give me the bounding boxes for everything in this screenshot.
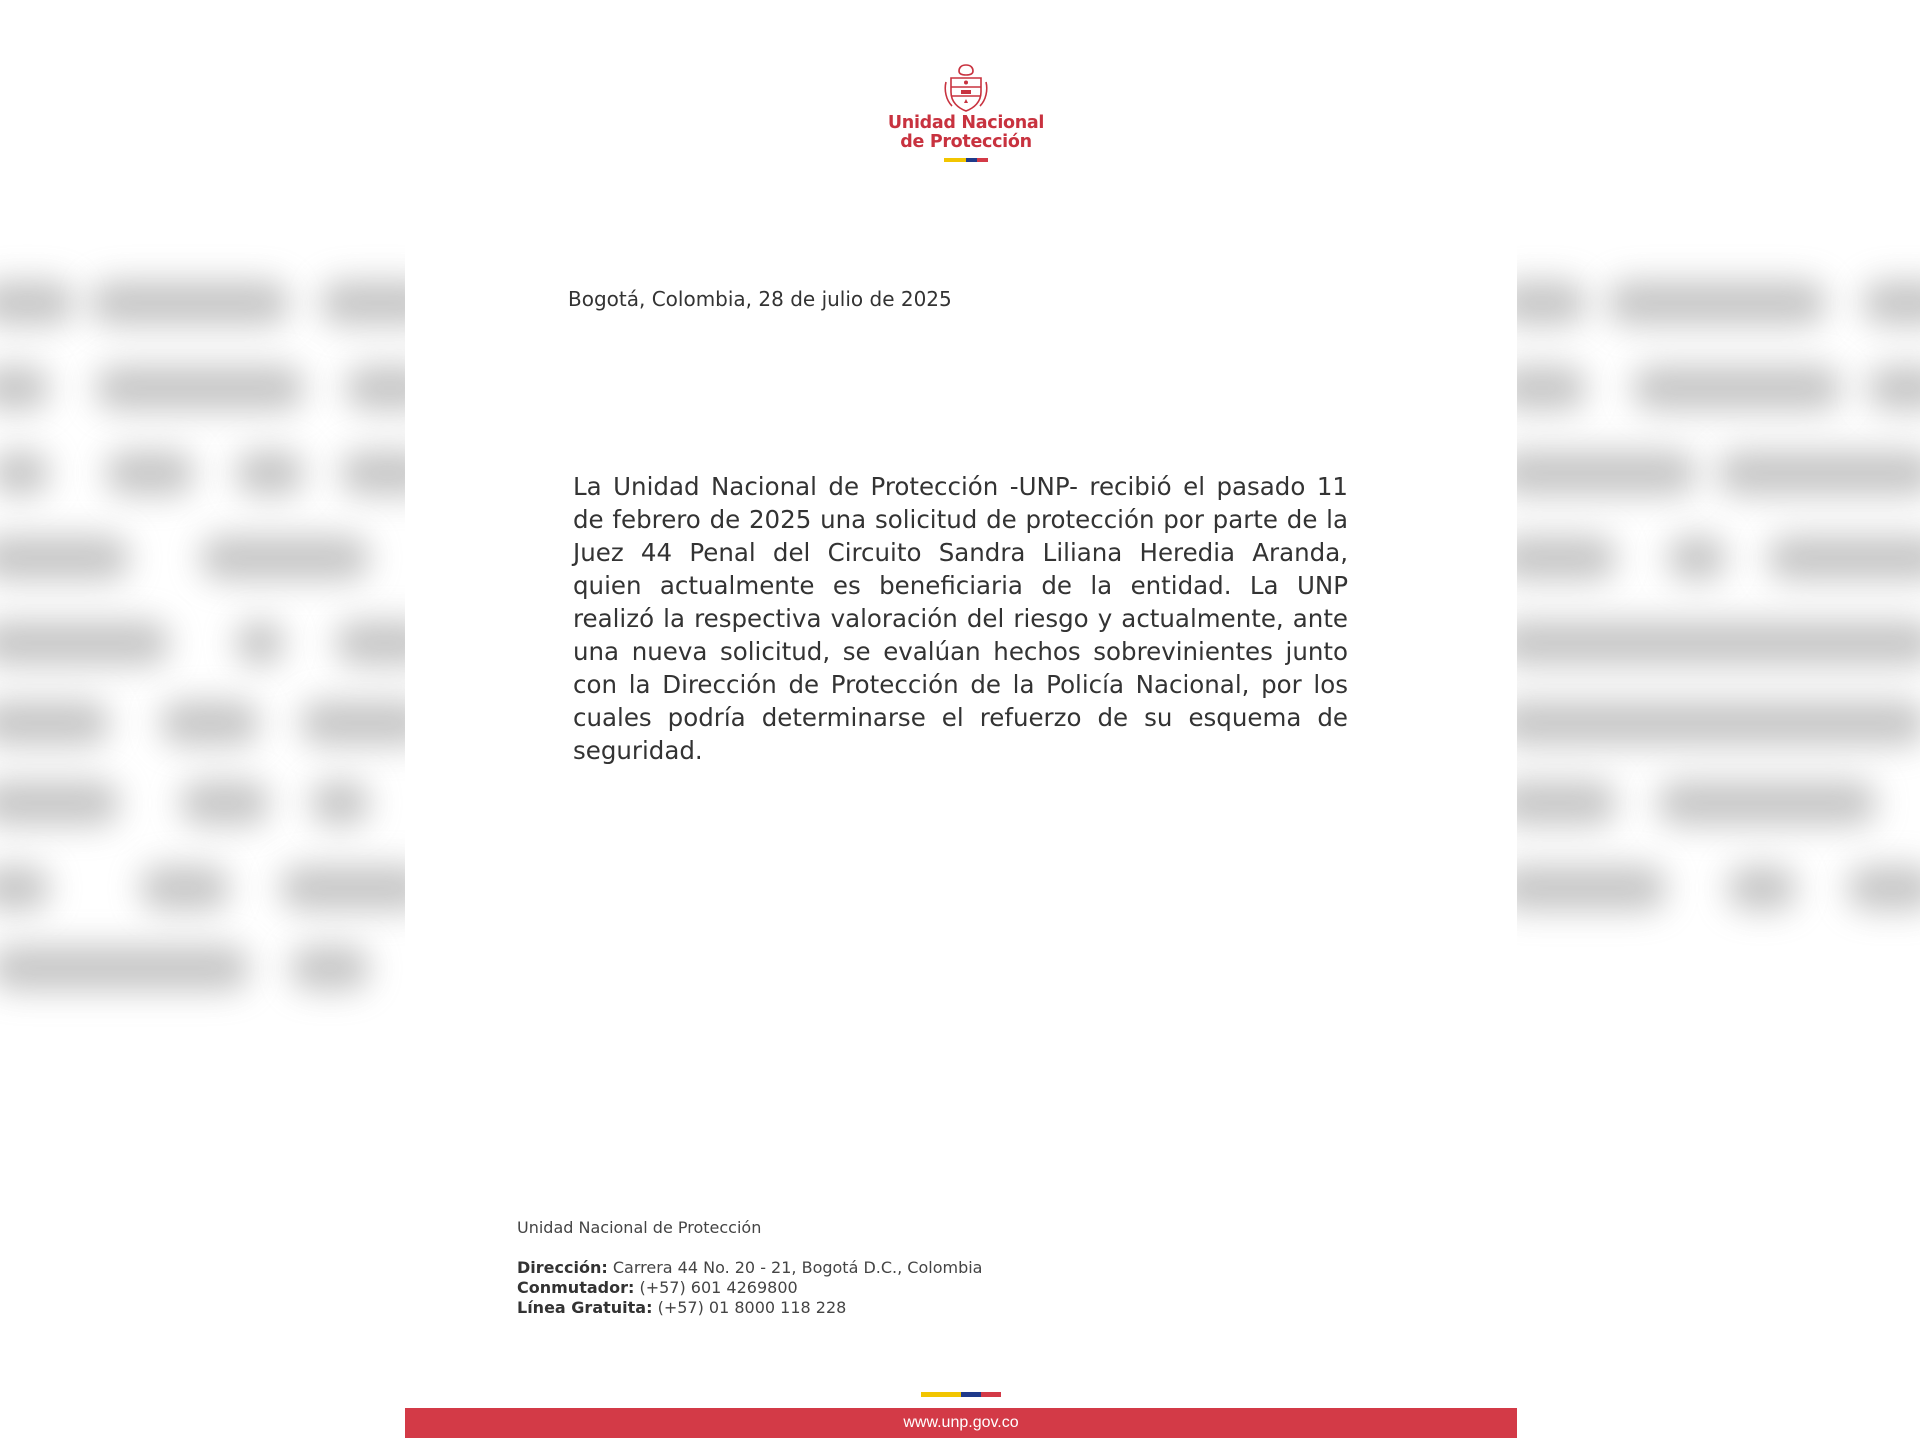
switchboard-value: (+57) 601 4269800 xyxy=(639,1278,798,1297)
unp-logo xyxy=(881,62,1051,172)
logo-text-line1: Unidad Nacional xyxy=(887,113,1045,133)
hotline-label: Línea Gratuita: xyxy=(517,1298,653,1317)
letter-page xyxy=(405,0,1517,1438)
letter-body: La Unidad Nacional de Protección -UNP- recibió el pasado 11 de febrero de 2025 una solicitud de protección por parte de la Juez 44 Penal del Circuito Sandra Liliana Heredia Aranda, quien actualmente es beneficiaria de la entidad. La UNP realizó la respectiva valoración del riesgo y actualmente, ante una nueva solicitud, se evalúan hechos sobrevinientes junto con la Dirección de Protección de la Policía Nacional, por los cuales podría determinarse el refuerzo de su esquema de seguridad. xyxy=(573,472,1348,765)
blurred-background-right xyxy=(1517,230,1920,1030)
logo-text-line2: de Protección xyxy=(900,132,1032,152)
website-link[interactable]: www.unp.gov.co xyxy=(903,1414,1019,1431)
address-value: Carrera 44 No. 20 - 21, Bogotá D.C., Colombia xyxy=(612,1258,983,1277)
footer-hotline xyxy=(517,1298,982,1318)
footer-switchboard xyxy=(517,1278,982,1298)
footer-contact xyxy=(517,1258,982,1318)
switchboard-label: Conmutador: xyxy=(517,1278,635,1297)
hotline-value: (+57) 01 8000 118 228 xyxy=(657,1298,847,1317)
footer-org-name: Unidad Nacional de Protección xyxy=(517,1218,762,1237)
logo-flag-bar xyxy=(944,158,988,162)
footer-flag-bar xyxy=(921,1392,1001,1397)
blurred-background-left xyxy=(0,230,405,1030)
address-label: Dirección: xyxy=(517,1258,608,1277)
letter-date: Bogotá, Colombia, 28 de julio de 2025 xyxy=(568,287,952,311)
footer-band xyxy=(405,1408,1517,1438)
coat-of-arms-icon xyxy=(943,62,989,114)
footer-address xyxy=(517,1258,982,1278)
